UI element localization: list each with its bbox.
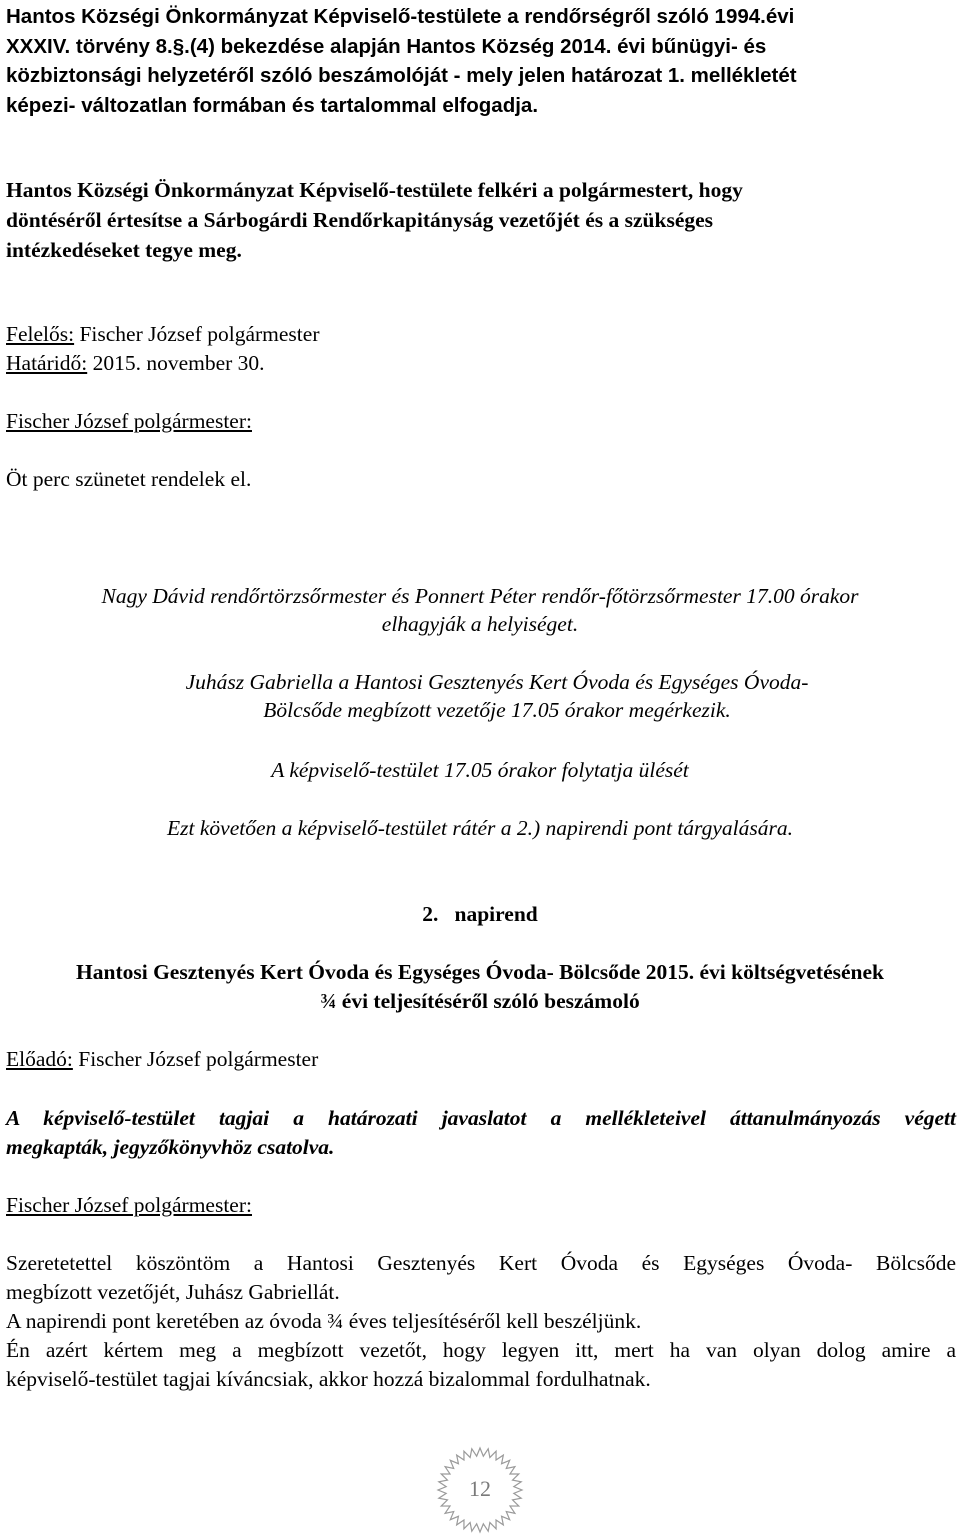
presenter-value: Fischer József polgármester bbox=[72, 1047, 319, 1071]
presenter-line bbox=[6, 1045, 956, 1074]
speech-line: A napirendi pont keretében az óvoda ¾ éves teljesítéséről kell beszéljünk. bbox=[6, 1309, 642, 1333]
request-line: döntéséről értesítse a Sárbogárdi Rendőrkapitányság vezetőjét és a szükséges bbox=[6, 208, 714, 232]
speaker-heading: Fischer József polgármester: bbox=[6, 1193, 252, 1217]
speech-line: megbízott vezetőjét, Juhász Gabriellát. bbox=[6, 1280, 340, 1304]
resolution-line: közbiztonsági helyzetéről szóló beszámolóját - mely jelen határozat 1. mellékletét bbox=[6, 64, 797, 87]
note-line: elhagyják a helyiséget. bbox=[381, 612, 579, 636]
speech-line: képviselő-testület tagjai kíváncsiak, akkor hozzá bizalommal fordulhatnak. bbox=[6, 1367, 651, 1391]
agenda-title-line: ¾ évi teljesítéséről szóló beszámoló bbox=[320, 989, 640, 1013]
materials-line: megkapták, jegyzőkönyvhöz csatolva. bbox=[6, 1135, 335, 1159]
agenda-number: 2. bbox=[422, 902, 439, 926]
page-number: 12 bbox=[469, 1476, 491, 1501]
deadline-value: 2015. november 30. bbox=[87, 351, 265, 375]
note-resume: A képviselő-testület 17.05 órakor folytatja ülését bbox=[271, 758, 689, 782]
resolution-paragraph bbox=[6, 2, 956, 120]
resolution-line: képezi- változatlan formában és tartalommal elfogadja. bbox=[6, 93, 539, 117]
responsible-line bbox=[6, 320, 956, 349]
note-arrival bbox=[34, 668, 960, 724]
responsible-label: Felelős: bbox=[6, 322, 75, 346]
responsible-value: Fischer József polgármester bbox=[74, 322, 320, 346]
speaker-heading: Fischer József polgármester: bbox=[6, 409, 252, 433]
page-number-badge bbox=[430, 1438, 530, 1538]
materials-paragraph bbox=[6, 1104, 956, 1162]
deadline-label: Határidő: bbox=[6, 351, 88, 375]
note-line: Bölcsőde megbízott vezetője 17.05 órakor megérkezik. bbox=[263, 698, 731, 722]
speech-line: Én azért kértem meg a megbízott vezetőt, hogy legyen itt, mert ha van olyan dolog amire a bbox=[6, 1338, 956, 1362]
request-line: intézkedéseket tegye meg. bbox=[6, 238, 242, 262]
resolution-line: XXXIV. törvény 8.§.(4) bekezdése alapján Hantos Község 2014. évi bűnügyi- és bbox=[6, 34, 767, 58]
agenda-label: napirend bbox=[454, 902, 538, 926]
note-next-item: Ezt követően a képviselő-testület rátér a 2.) napirendi pont tárgyalására. bbox=[167, 816, 793, 840]
agenda-title-line: Hantosi Gesztenyés Kert Óvoda és Egységes Óvoda- Bölcsőde 2015. évi költségvetésének bbox=[76, 960, 884, 984]
agenda-heading bbox=[0, 900, 960, 928]
resolution-line: Hantos Községi Önkormányzat Képviselő-testülete a rendőrségről szóló 1994.évi bbox=[6, 5, 795, 28]
presenter-label: Előadó: bbox=[6, 1047, 73, 1071]
speech-text: Öt perc szünetet rendelek el. bbox=[6, 467, 252, 491]
agenda-title bbox=[0, 958, 960, 1016]
note-line: Nagy Dávid rendőrtörzsőrmester és Ponnert Péter rendőr-főtörzsőrmester 17.00 órakor bbox=[101, 584, 859, 608]
request-line: Hantos Községi Önkormányzat Képviselő-testülete felkéri a polgármestert, hogy bbox=[6, 178, 743, 202]
request-paragraph bbox=[6, 175, 956, 265]
deadline-line bbox=[6, 349, 956, 378]
speech-line: Szeretetettel köszöntöm a Hantosi Gesztenyés Kert Óvoda és Egységes Óvoda- Bölcsőde bbox=[6, 1251, 956, 1275]
speech-paragraph bbox=[6, 1249, 956, 1394]
materials-line: A képviselő-testület tagjai a határozati javaslatot a mellékleteivel áttanulmányozás végett bbox=[6, 1106, 956, 1130]
note-line: Juhász Gabriella a Hantosi Gesztenyés Kert Óvoda és Egységes Óvoda- bbox=[185, 670, 809, 694]
note-leaving bbox=[0, 582, 960, 638]
